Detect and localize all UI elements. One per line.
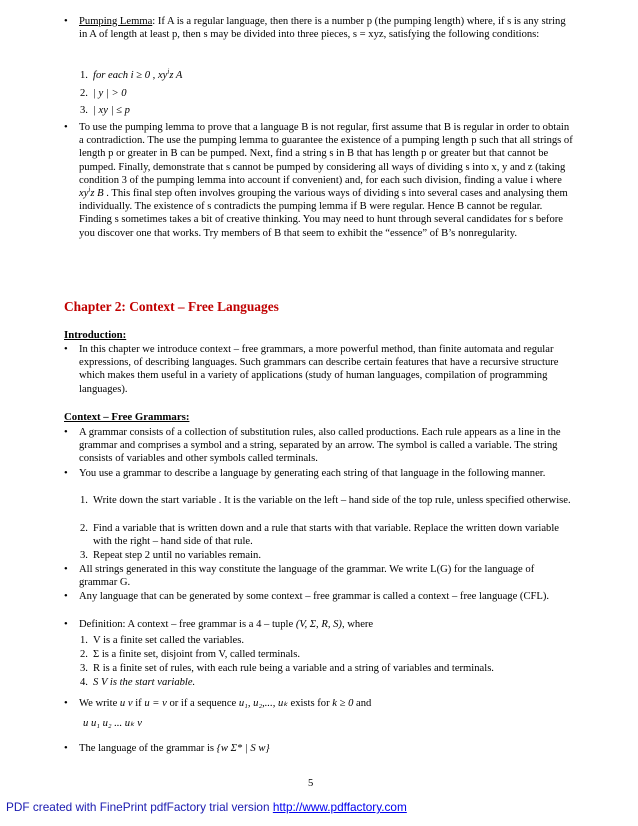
pumping-lemma-term: Pumping Lemma: [79, 16, 153, 27]
page-number: 5: [308, 778, 314, 789]
cfg-def-1: 1. V is a finite set called the variables.: [80, 635, 245, 646]
cfg-def-4: 4. S V is the start variable.: [80, 677, 196, 688]
pumping-lemma-text: : If A is a regular language, then there is a number p (the pumping length) where, if s is any string in A of length at least p, then s may be divided into three pieces, s = xyz, satisfying the following conditions:: [79, 16, 566, 41]
condition-2: 2. | y | > 0: [80, 88, 127, 99]
cfg-item-describe: • You use a grammar to describe a language by generating each string of that language in the following manner.: [64, 468, 546, 479]
cfg-step-1: 1. Write down the start variable . It is the variable on the left – hand side of the top rule, unless specified otherwise.: [80, 495, 571, 506]
cfg-def-2: 2. Σ is a finite set, disjoint from V, called terminals.: [80, 649, 301, 660]
introduction-item: • In this chapter we introduce context – free grammars, a more powerful method, than finite automata and regular expressions, of describing languages. Such grammars can describe certain features that have a recursive structure which makes them useful in a variety of applications (study of human languages, compilation of programming languages).: [64, 344, 559, 395]
cfg-item-definition: • Definition: A context – free grammar is a 4 – tuple (V, Σ, R, S), where: [64, 619, 374, 630]
cfg-item-grammar: • A grammar consists of a collection of substitution rules, also called productions. Each rule appears as a line in the grammar and comprises a symbol and a string, separated by an arrow. The symbol is called a variable. The string consists of variables and other symbols called terminals.: [64, 427, 561, 465]
introduction-heading: Introduction:: [64, 329, 127, 341]
pumping-usage-hint: Finding s sometimes takes a bit of creative thinking. You may need to hunt through several candidates for s before you discover one that works. Try members of B that seem to exhibit the “essence” of B’s nonregularity.: [79, 214, 563, 239]
footer-text: PDF created with FinePrint pdfFactory trial version: [6, 800, 273, 814]
footer-link[interactable]: http://www.pdffactory.com: [272, 800, 407, 814]
pumping-lemma-item: [64, 15, 574, 41]
cfg-item-cfl: • Any language that can be generated by some context – free grammar is called a context – free language (CFL).: [64, 591, 550, 602]
cfg-step-2: 2. Find a variable that is written down and a rule that starts with that variable. Replace the written down variable with the right – hand side of that rule.: [80, 523, 559, 548]
condition-3: 3. | xy | ≤ p: [80, 105, 130, 116]
chapter-title: Chapter 2: Context – Free Languages: [64, 299, 279, 314]
pumping-usage-item: • To use the pumping lemma to prove that a language B is not regular, first assume that B is regular in order to obtain a contradiction. The use the pumping lemma to guarantee the existence of a pumping length p such that all strings of length p or greater in B can be pumped. Next, find a string s in B that has length p or greater but that cannot be pumped. Finally, demonstrate that s cannot be pumped by considering all ways of dividing s into x, y and z (taking condition 3 of the pumping lemma into account if convenient) and, for each such division, finding a value i where $xy^iz$ B . This final step often involves grouping the various ways of dividing s into several cases and analysing them individually. The existence of s contradicts the pumping lemma if B were regular. Hence B cannot be regular. Finding s sometimes takes a bit of creative thinking. You may need to hunt through several candidates for s before you discover one that works. Try members of B that seem to exhibit the “essence” of B’s nonregularity.: [64, 122, 573, 239]
cfg-step-3: 3. Repeat step 2 until no variables remain.: [80, 550, 261, 561]
cfg-item-grammar-language: • The language of the grammar is {w Σ* | S w}: [64, 743, 270, 754]
pdf-footer: [6, 800, 407, 814]
cfg-item-language: • All strings generated in this way constitute the language of the grammar. We write L(G) for the language of grammar G.: [64, 564, 535, 589]
cfg-heading: Context – Free Grammars:: [64, 411, 190, 423]
cfg-derivation-chain: u u₁ u₂ ... uₖ v: [83, 718, 142, 729]
cfg-item-derivation: • We write u v if u = v or if a sequence u₁, u₂,..., uₖ exists for k ≥ 0 and: [64, 698, 372, 709]
cfg-def-3: 3. R is a finite set of rules, with each rule being a variable and a string of variables and terminals.: [80, 663, 494, 674]
condition-1: 1. for each i ≥ 0 , $xy^iz$ A: [80, 67, 183, 81]
bullet: •: [64, 16, 68, 27]
